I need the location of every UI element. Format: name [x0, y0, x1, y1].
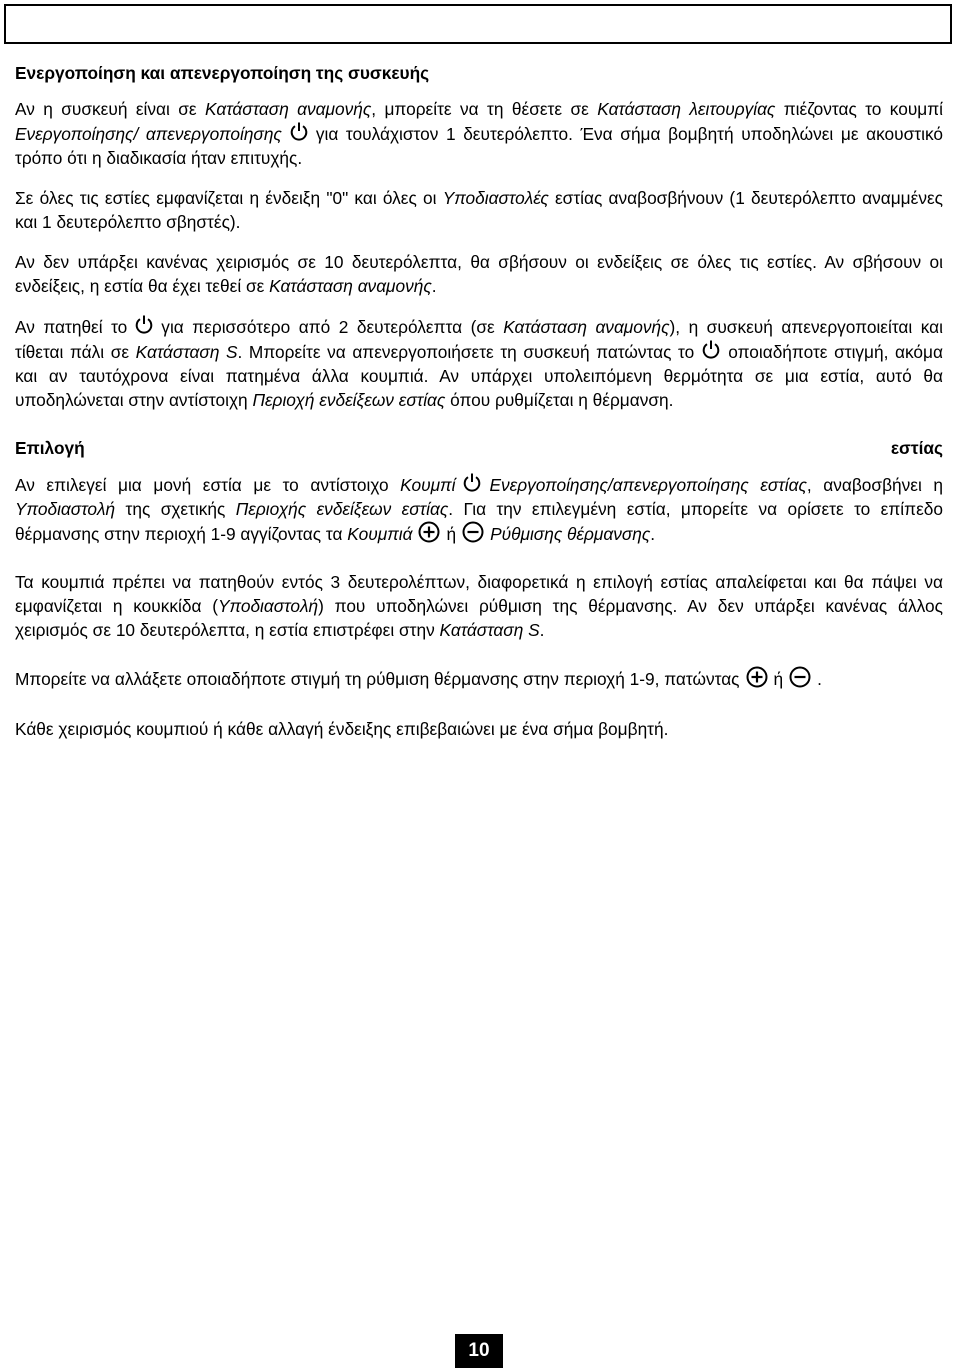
page-number: 10	[455, 1334, 503, 1368]
paragraph-timeout-selection: Τα κουμπιά πρέπει να πατηθούν εντός 3 δευτερολέπτων, διαφορετικά η επιλογή εστίας απαλείφεται και θα πάψει να εμφανίζεται η κουκκίδα (Υποδιαστολή) που υποδηλώνει ρύθμιση της θέρμανσης. Αν δεν υπάρξει κανένας άλλος χειρισμός σε 10 δευτερόλεπτα, η εστία επιστρέφει στην Κατάσταση S.	[15, 572, 943, 640]
section-heading-left: Επιλογή	[15, 438, 85, 458]
paragraph-timeout: Αν δεν υπάρξει κανένας χειρισμός σε 10 δευτερόλεπτα, θα σβήσουν οι ενδείξεις σε όλες τις εστίες. Αν σβήσουν οι ενδείξεις, η εστία θα έχει τεθεί σε Κατάσταση αναμονής.	[15, 252, 943, 296]
power-icon	[288, 121, 310, 143]
heading-power: Ενεργοποίηση και απενεργοποίηση της συσκευής	[15, 63, 430, 83]
paragraph-indicators: Σε όλες τις εστίες εμφανίζεται η ένδειξη "0" και όλες οι Υποδιαστολές εστίας αναβοσβήνουν (1 δευτερόλεπτο αναμμένες και 1 δευτερόλεπτο σβηστές).	[15, 188, 943, 232]
header-frame	[4, 4, 952, 44]
paragraph-select-hob: Αν επιλεγεί μια μονή εστία με το αντίστοιχο Κουμπί Ενεργοποίησης/απενεργοποίησης εστίας, αναβοσβήνει η Υποδιαστολή της σχετικής Περιοχής ενδείξεων εστίας. Για την επιλεγμένη εστία, μπορείτε να ορίσετε το επίπεδο θέρμανσης στην περιοχή 1-9 αγγίζοντας τα Κουμπιά ή Ρύθμισης θέρμανσης.	[15, 472, 943, 546]
power-icon	[461, 472, 483, 494]
paragraph-buzzer: Κάθε χειρισμός κουμπιού ή κάθε αλλαγή ένδειξης επιβεβαιώνει με ένα σήμα βομβητή.	[15, 719, 669, 739]
minus-circle-icon	[462, 521, 484, 543]
power-icon	[133, 314, 155, 336]
paragraph-change-level: Μπορείτε να αλλάξετε οποιαδήποτε στιγμή τη ρύθμιση θέρμανσης στην περιοχή 1-9, πατώντας ή .	[15, 666, 943, 691]
plus-circle-icon	[746, 666, 768, 688]
section-heading-right: εστίας	[890, 438, 943, 458]
minus-circle-icon	[789, 666, 811, 688]
paragraph-power-off: Αν πατηθεί το για περισσότερο από 2 δευτερόλεπτα (σε Κατάσταση αναμονής), η συσκευή απενεργοποιείται και τίθεται πάλι σε Κατάσταση S. Μπορείτε να απενεργοποιήσετε τη συσκευή πατώντας το οποιαδήποτε στιγμή, ακόμα και αν ταυτόχρονα είναι πατημένα άλλα κουμπιά. Αν υπάρχει υπολειπόμενη θερμότητα σε μια εστία, αυτό θα υποδηλώνεται στην αντίστοιχη Περιοχή ενδείξεων εστίας όπου ρυθμίζεται η θέρμανση.	[15, 314, 943, 412]
power-icon	[700, 339, 722, 361]
paragraph-power-on: Αν η συσκευή είναι σε Κατάσταση αναμονής, μπορείτε να τη θέσετε σε Κατάσταση λειτουργίας πιέζοντας το κουμπί Ενεργοποίησης/ απενεργοποίησης για τουλάχιστον 1 δευτερόλεπτο. Ένα σήμα βομβητή υποδηλώνει με ακουστικό τρόπο ότι η διαδικασία ήταν επιτυχής.	[15, 99, 944, 168]
document-body	[15, 62, 943, 741]
plus-circle-icon	[418, 521, 440, 543]
section-heading-hob-selection	[15, 436, 943, 460]
